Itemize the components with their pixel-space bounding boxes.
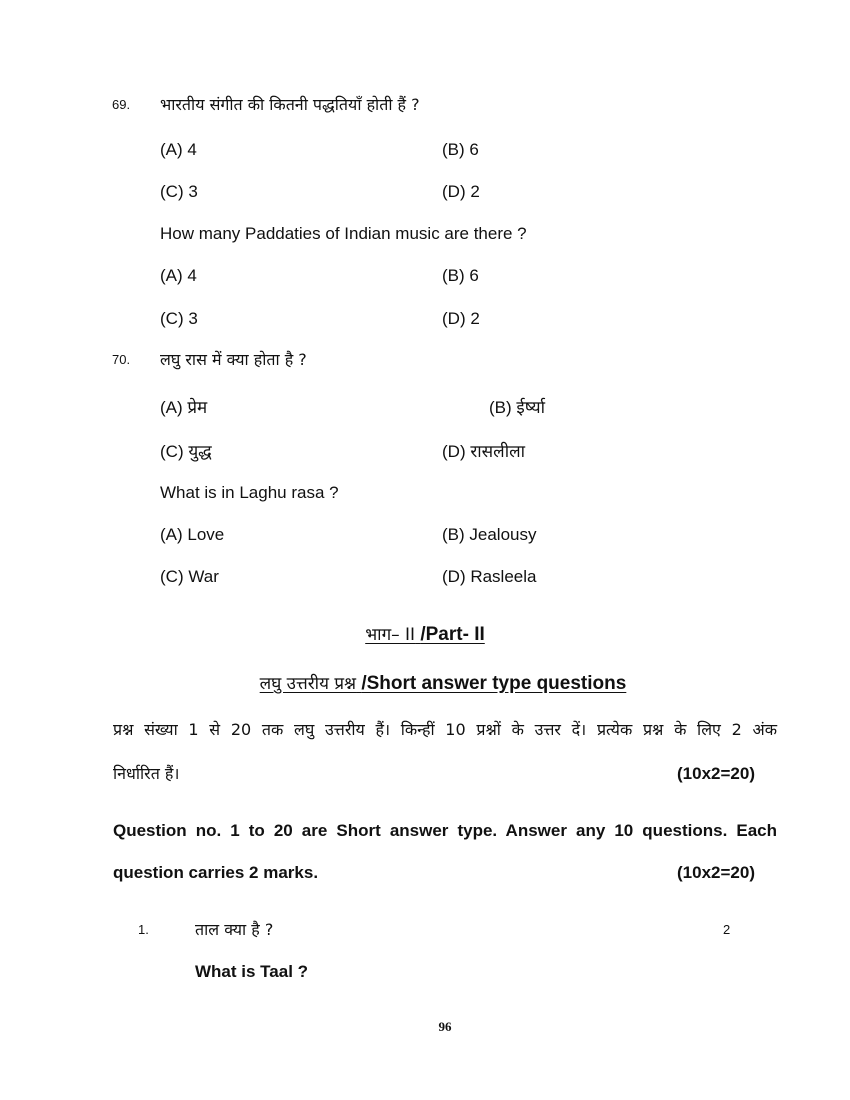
q69-english-option-a: (A) 4	[160, 266, 197, 285]
q69-hindi-option-a: (A) 4	[160, 140, 197, 159]
q1-number: 1.	[138, 922, 149, 937]
q69-hindi-option-b: (B) 6	[442, 140, 479, 159]
q69-english-option-d: (D) 2	[442, 309, 480, 328]
instructions-hindi-marks: (10x2=20)	[677, 764, 755, 783]
q70-number: 70.	[112, 352, 131, 367]
section-heading-hindi: लघु उत्तरीय प्रश्न	[259, 674, 357, 694]
instructions-hindi-line2: निर्धारित हैं।	[113, 764, 180, 783]
instructions-english-marks: (10x2=20)	[677, 863, 755, 882]
q69-english-option-b: (B) 6	[442, 266, 479, 285]
q69-hindi-question: भारतीय संगीत की कितनी पद्धतियाँ होती हैं ?	[160, 95, 420, 114]
q70-english-option-c: (C) War	[160, 567, 219, 586]
q69-english-option-c: (C) 3	[160, 309, 198, 328]
q70-hindi-option-a: (A) प्रेम	[160, 398, 208, 417]
q70-hindi-option-b: (B) ईर्ष्या	[489, 398, 546, 417]
instructions-hindi-line1: प्रश्न संख्या 1 से 20 तक लघु उत्तरीय हैं। किन्हीं 10 प्रश्नों के उत्तर दें। प्रत्येक प्रश्न के लिए 2 अंक	[113, 720, 777, 739]
q70-hindi-question: लघु रास में क्या होता है ?	[160, 350, 307, 369]
q70-english-question: What is in Laghu rasa ?	[160, 483, 339, 502]
page-number: 96	[438, 1019, 452, 1034]
section-heading	[0, 671, 850, 695]
instructions-english-line1: Question no. 1 to 20 are Short answer type. Answer any 10 questions. Each	[113, 821, 777, 840]
q69-english-question: How many Paddaties of Indian music are there ?	[160, 224, 527, 243]
q70-hindi-option-c: (C) युद्ध	[160, 442, 212, 461]
q1-hindi-question: ताल क्या है ?	[195, 920, 274, 939]
q70-hindi-option-d: (D) रासलीला	[442, 442, 526, 461]
q70-english-option-d: (D) Rasleela	[442, 567, 537, 586]
q1-english-question: What is Taal ?	[195, 962, 309, 981]
q69-hindi-option-d: (D) 2	[442, 182, 480, 201]
part-heading	[0, 622, 850, 646]
q69-hindi-option-c: (C) 3	[160, 182, 198, 201]
q70-english-option-a: (A) Love	[160, 525, 225, 544]
q1-marks: 2	[723, 922, 731, 937]
q69-number: 69.	[112, 97, 131, 112]
section-heading-english: /Short answer type questions	[361, 673, 627, 694]
part-heading-hindi: भाग– II	[365, 625, 416, 645]
part-heading-english: /Part- II	[420, 624, 485, 645]
instructions-english-line2: question carries 2 marks.	[113, 863, 319, 882]
q70-english-option-b: (B) Jealousy	[442, 525, 537, 544]
